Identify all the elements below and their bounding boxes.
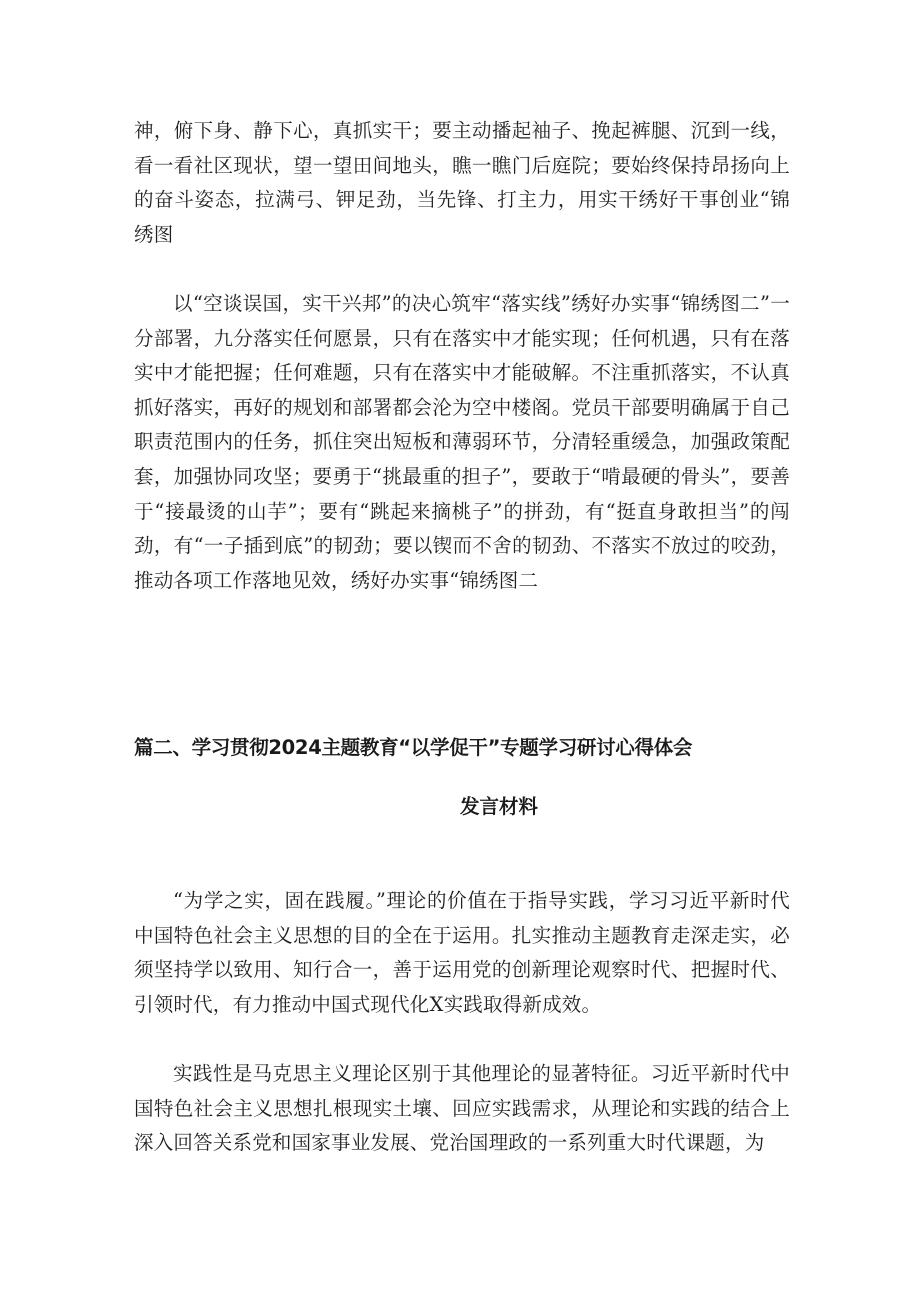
body-paragraph-practicality: 实践性是马克思主义理论区别于其他理论的显著特征。习近平新时代中国特色社会主义思想扎根现实土壤、回应实践需求，从理论和实践的结合上深入回答关系党和国家事业发展、党治国理政的一系列重大时代课题，为: [134, 1062, 790, 1155]
section-heading-subtitle: 发言材料: [459, 795, 538, 818]
body-paragraph-implementation: 以“空谈误国，实干兴邦”的决心筑牢“落实线”绣好办实事“锦绣图二”一分部署，九分落实任何愿景，只有在落实中才能实现；任何机遇，只有在落实中才能把握；任何难题，只有在落实中才能破解。不注重抓落实，不认真抓好落实，再好的规划和部署都会沦为空中楼阁。党员干部要明确属于自己职责范围内的任务，抓住突出短板和薄弱环节，分清轻重缓急，加强政策配套，加强协同攻坚；要勇于“挑最重的担子”，要敢于“啃最硬的骨头”，要善于“接最烫的山芋”；要有“跳起来摘桃子”的拼劲，有“挺直身敢担当”的闯劲，有“一子插到底”的韧劲；要以锲而不舍的韧劲、不落实不放过的咬劲，推动各项工作落地见效，绣好办实事“锦绣图二: [134, 292, 790, 592]
continued-paragraph: 神，俯下身、静下心，真抓实干；要主动播起袖子、挽起裤腿、沉到一线，看一看社区现状，望一望田间地头，瞧一瞧门后庭院；要始终保持昂扬向上的奋斗姿态，拉满弓、钾足劲，当先锋、打主力，用实干绣好干事创业“锦绣图: [134, 119, 790, 246]
section-heading-title: 篇二、学习贯彻2024主题教育“以学促干”专题学习研讨心得体会: [134, 736, 693, 759]
body-paragraph-theory-practice: “为学之实，固在践履。”理论的价值在于指导实践，学习习近平新时代中国特色社会主义思想的目的全在于运用。扎实推动主题教育走深走实，必须坚持学以致用、知行合一，善于运用党的创新理论观察时代、把握时代、引领时代，有力推动中国式现代化X实践取得新成效。: [134, 889, 790, 1016]
